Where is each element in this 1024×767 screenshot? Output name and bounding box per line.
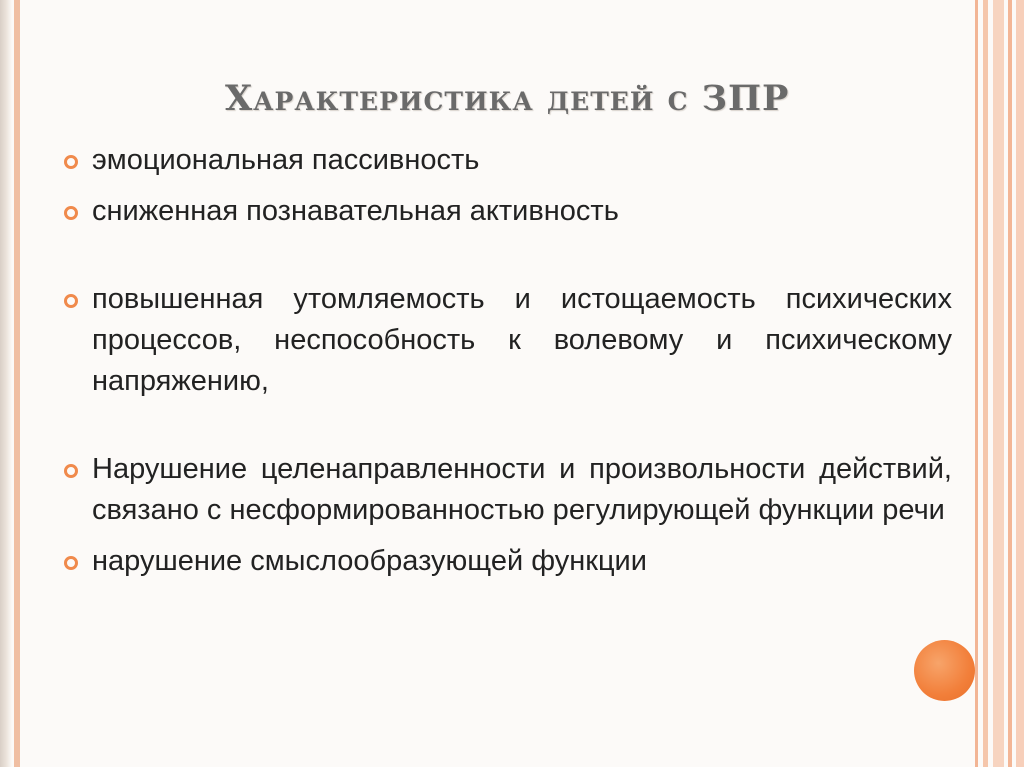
bullet-list	[60, 140, 952, 582]
bullet-icon	[64, 556, 78, 570]
right-decorative-bar	[1008, 0, 1012, 767]
right-decorative-bar	[1016, 0, 1024, 767]
bullet-icon	[64, 464, 78, 478]
right-decorative-bar	[983, 0, 988, 767]
left-shadow-edge	[0, 0, 12, 767]
list-item	[60, 449, 952, 531]
list-item-text: эмоциональная пассивность	[92, 144, 480, 176]
list-item-text: нарушение смыслообразующей функции	[92, 545, 647, 577]
right-decorative-bar	[975, 0, 978, 767]
list-item	[60, 191, 952, 232]
list-item-text: повышенная утомляемость и истощаемость психических процессов, неспособность к волевому и психическому напряжению,	[92, 283, 952, 397]
list-item-text: Нарушение целенаправленности и произвольности действий, связано с несформированностью регулирующей функции речи	[92, 453, 952, 526]
list-item-text: сниженная познавательная активность	[92, 195, 619, 227]
orange-circle-decoration	[914, 640, 975, 701]
list-item	[60, 140, 952, 181]
bullet-icon	[64, 155, 78, 169]
list-item	[60, 279, 952, 402]
bullet-icon	[64, 294, 78, 308]
bullet-icon	[64, 206, 78, 220]
list-item	[60, 541, 952, 582]
left-decorative-stripe	[14, 0, 20, 767]
slide-title: Характеристика детей с ЗПР	[225, 78, 790, 119]
right-decorative-bar	[993, 0, 1004, 767]
